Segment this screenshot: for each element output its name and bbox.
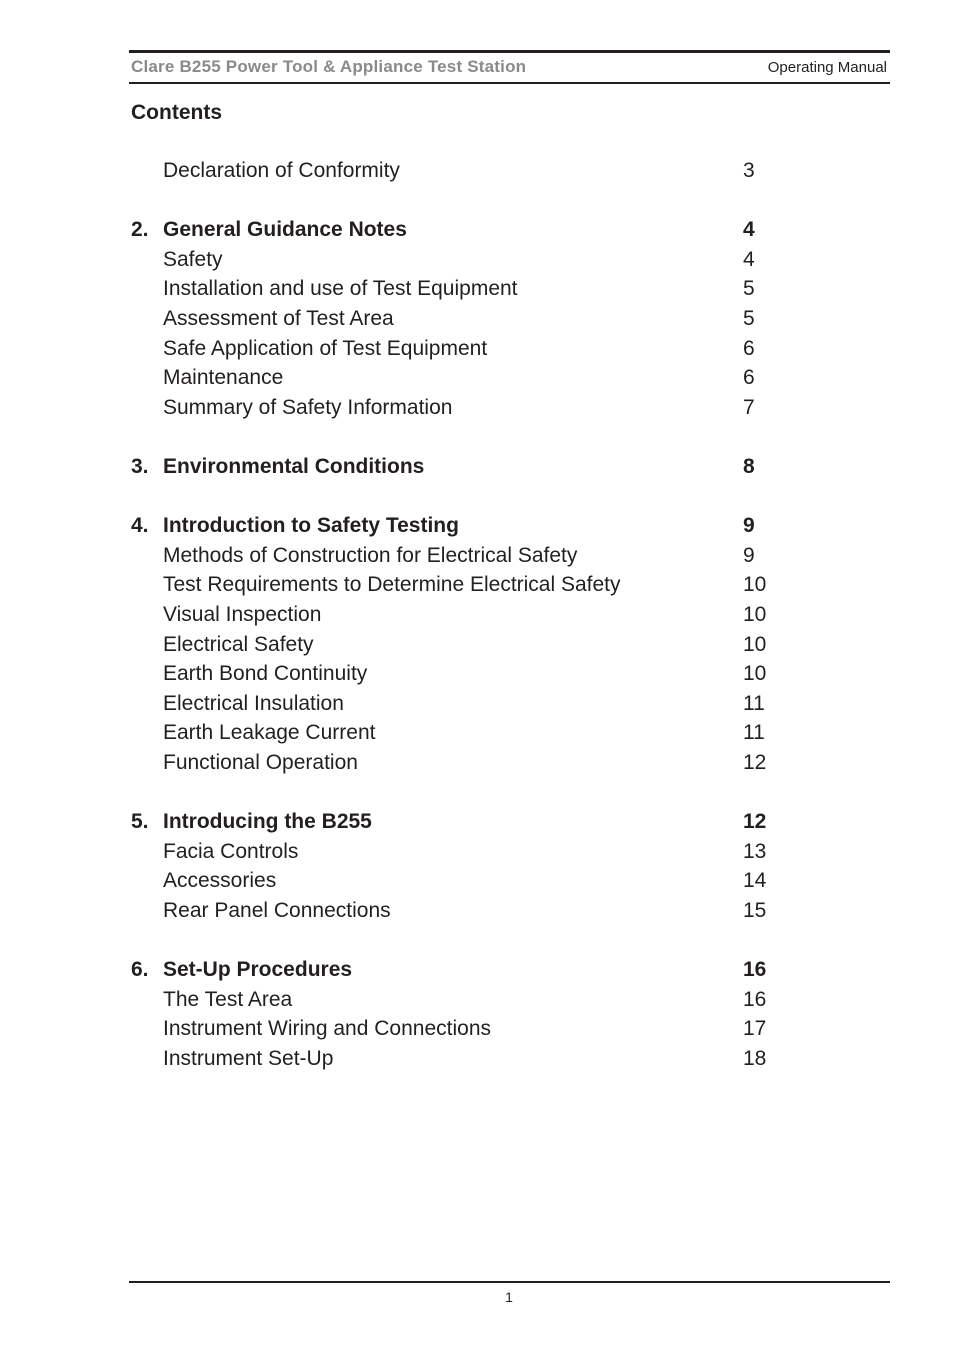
- toc-entry-row: [131, 659, 831, 689]
- toc-entry-title: Accessories: [163, 869, 277, 893]
- toc-page-number: 10: [743, 662, 767, 686]
- toc-entry-row: [131, 274, 831, 304]
- toc-page-number: 18: [743, 1046, 767, 1070]
- toc-entry-row: [131, 896, 831, 926]
- toc-page-number: 14: [743, 869, 767, 893]
- toc-entry-title: Installation and use of Test Equipment: [163, 277, 518, 301]
- document-type-label: Operating Manual: [767, 59, 887, 76]
- toc-entry-title: Environmental Conditions: [163, 454, 425, 478]
- toc-entry-title: Safety: [163, 247, 223, 271]
- toc-entry-row: [131, 689, 831, 719]
- toc-section-row: [131, 215, 831, 245]
- toc-page-number: 7: [743, 395, 755, 419]
- toc-entry-title: Assessment of Test Area: [163, 306, 394, 330]
- toc-entry-title: Declaration of Conformity: [163, 159, 400, 182]
- header-top-rule: [129, 50, 890, 53]
- toc-entry-title: Electrical Safety: [163, 632, 314, 656]
- document-title: Clare B255 Power Tool & Appliance Test Station: [131, 57, 527, 76]
- toc-entry-row: [131, 718, 831, 748]
- toc-entry-row: [131, 866, 831, 896]
- toc-entry-title: General Guidance Notes: [163, 218, 407, 242]
- toc-page-number: 11: [743, 691, 765, 715]
- toc-page-number: 6: [743, 336, 755, 360]
- toc-entry-row: [131, 630, 831, 660]
- toc-section-number: 3.: [131, 454, 149, 478]
- toc-section-row: [131, 452, 831, 482]
- toc-entry-title: The Test Area: [163, 987, 293, 1011]
- toc-entry-row: [131, 334, 831, 364]
- toc-entry-title: Safe Application of Test Equipment: [163, 336, 488, 360]
- toc-section-number: 5.: [131, 810, 149, 834]
- table-of-contents: [131, 156, 831, 1073]
- toc-page-number: 10: [743, 573, 767, 597]
- toc-entry-row: [131, 541, 831, 571]
- toc-page-number: 10: [743, 632, 767, 656]
- toc-page-number: 5: [743, 306, 755, 330]
- toc-entry-row: [131, 304, 831, 334]
- toc-entry-title: Methods of Construction for Electrical Safety: [163, 543, 578, 567]
- toc-page-number: 11: [743, 721, 765, 745]
- toc-section-row: [131, 511, 831, 541]
- toc-page-number: 9: [743, 514, 755, 538]
- toc-entry-row: [131, 748, 831, 778]
- page-number: 1: [505, 1289, 513, 1305]
- contents-heading: Contents: [131, 101, 222, 124]
- toc-entry-title: Electrical Insulation: [163, 691, 344, 715]
- toc-entry-title: Rear Panel Connections: [163, 898, 391, 922]
- toc-section-row: [131, 955, 831, 985]
- toc-entry-row: [131, 1014, 831, 1044]
- toc-section-number: 6.: [131, 958, 149, 982]
- toc-section-row: [131, 807, 831, 837]
- toc-entry-title: Summary of Safety Information: [163, 395, 453, 419]
- toc-page-number: 6: [743, 366, 755, 390]
- toc-section-number: 4.: [131, 514, 149, 538]
- toc-entry-row: [131, 393, 831, 423]
- toc-page-number: 9: [743, 543, 755, 567]
- footer-rule: [129, 1281, 890, 1283]
- toc-page-number: 16: [743, 958, 767, 982]
- toc-entry-title: Instrument Wiring and Connections: [163, 1017, 491, 1041]
- toc-entry-title: Visual Inspection: [163, 602, 322, 626]
- toc-entry-title: Earth Bond Continuity: [163, 662, 368, 686]
- toc-page-number: 17: [743, 1017, 767, 1041]
- toc-entry-title: Facia Controls: [163, 839, 299, 863]
- toc-entry-row: [131, 985, 831, 1015]
- toc-entry-row: [131, 837, 831, 867]
- header-bottom-rule: [129, 82, 890, 84]
- toc-entry-title: Maintenance: [163, 366, 284, 390]
- toc-entry-title: Test Requirements to Determine Electrical Safety: [163, 573, 621, 597]
- toc-page-number: 10: [743, 602, 767, 626]
- toc-entry-title: Introducing the B255: [163, 810, 372, 834]
- toc-entry-title: Introduction to Safety Testing: [163, 514, 459, 538]
- toc-page-number: 3: [743, 159, 755, 182]
- toc-page-number: 12: [743, 810, 767, 834]
- toc-page-number: 12: [743, 750, 767, 774]
- toc-entry-row: [131, 363, 831, 393]
- toc-entry-title: Functional Operation: [163, 750, 358, 774]
- toc-page-number: 16: [743, 987, 767, 1011]
- toc-page-number: 4: [743, 247, 755, 271]
- toc-entry-title: Set-Up Procedures: [163, 958, 353, 982]
- toc-page-number: 15: [743, 898, 767, 922]
- toc-page-number: 4: [743, 218, 755, 242]
- toc-section-number: 2.: [131, 218, 149, 242]
- toc-page-number: 13: [743, 839, 767, 863]
- toc-entry-row: [131, 1044, 831, 1074]
- toc-entry-title: Instrument Set-Up: [163, 1046, 334, 1070]
- toc-entry-row: [131, 245, 831, 275]
- toc-entry-row: [131, 570, 831, 600]
- toc-page-number: 5: [743, 277, 755, 301]
- toc-page-number: 8: [743, 454, 755, 478]
- toc-entry-row: [131, 156, 831, 186]
- toc-entry-row: [131, 600, 831, 630]
- toc-entry-title: Earth Leakage Current: [163, 721, 376, 745]
